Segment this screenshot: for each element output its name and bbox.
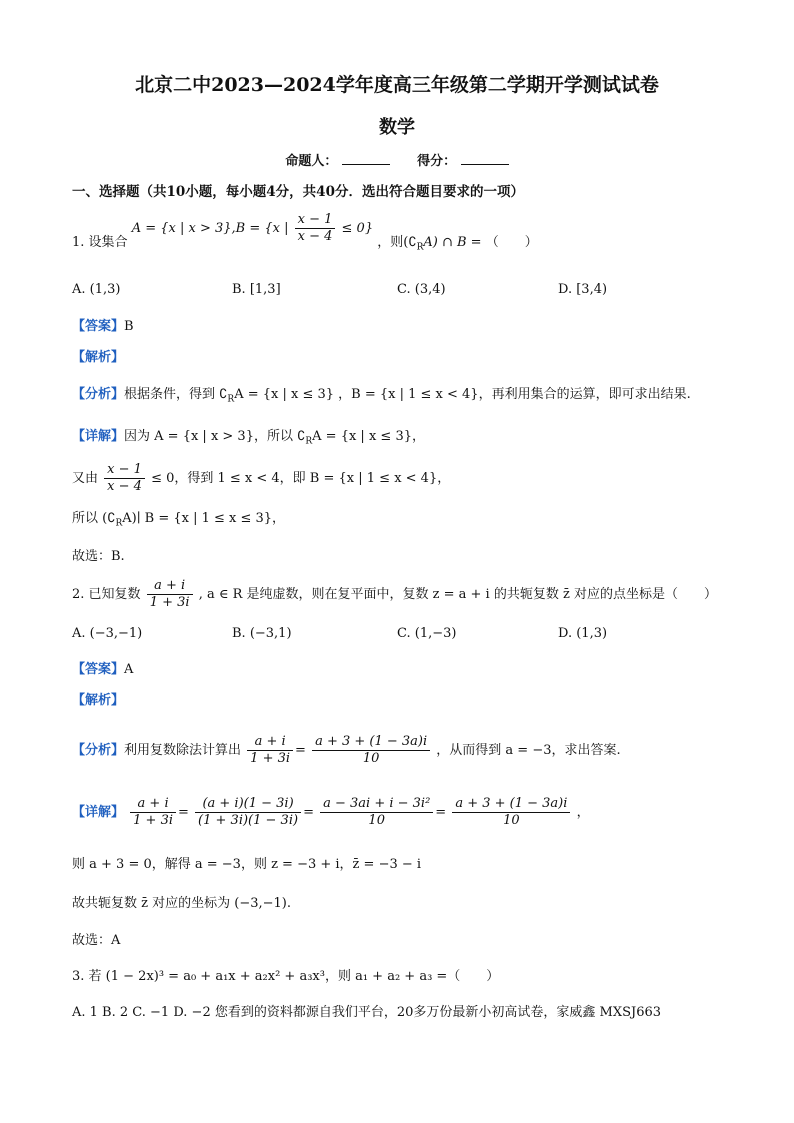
- q2-option-a: A. (−3,−1): [72, 626, 143, 641]
- q1-answer: 【答案】B: [72, 319, 134, 334]
- exam-meta: [0, 150, 794, 169]
- q3-stem: 3. 若 (1 − 2x)³ = a₀ + a₁x + a₂x² + a₃x³，则 a₁ + a₂ + a₃ =（ ）: [72, 969, 500, 984]
- q1-option-a: A. (1,3): [72, 282, 121, 297]
- q1-option-c: C. (3,4): [397, 282, 446, 297]
- q2-detail-3: 故共轭复数 z̄ 对应的坐标为 (−3,−1).: [72, 896, 291, 911]
- q2-stem: 2. 已知复数 $\frac{a + i}{1 + 3i}$ , a ∈ R 是纯虚数，则在复平面中，复数 z = a + i 的共轭复数 z̄ 对应的点坐标是（ ）: [72, 578, 717, 610]
- q2-conclusion: 故选：A: [72, 933, 121, 948]
- q1-stem: 1. 设集合 A = {x | x > 3},B = {x | $\frac{x - 1}{x - 4}$ ≤ 0} ，则$(∁_RA)$ ∩ B = （ ）: [72, 212, 538, 253]
- q2-fenxi: 【分析】利用复数除法计算出 $\frac{a + i}{1 + 3i}$ = $\frac{a + 3 + (1 - 3a)i}{10}$ ，从而得到 a = −3，求出答案.: [72, 734, 621, 766]
- watermark-text: 您看到的资料都源自我们平台，20多万份最新小初高试卷，家威鑫 MXSJ663: [214, 1005, 662, 1020]
- q2-answer: 【答案】A: [72, 662, 134, 677]
- score-blank: [461, 152, 509, 165]
- exam-subject: 数学: [379, 117, 415, 138]
- q1-detail-3: 所以 $(∁_RA)∣$ B = {x | 1 ≤ x ≤ 3}，: [72, 511, 286, 529]
- author-blank: [342, 152, 390, 165]
- exam-title: 北京二中2023—2024学年度高三年级第二学期开学测试试卷: [135, 74, 659, 96]
- q1-option-d: D. [3,4): [558, 282, 608, 297]
- section-heading: 一、选择题（共10小题，每小题4分，共40分．选出符合题目要求的一项）: [72, 184, 524, 200]
- score-label: 得分：: [417, 154, 457, 169]
- q1-detail-2: 又由 $\frac{x - 1}{x - 4}$ ≤ 0，得到 1 ≤ x < 4，即 B = {x | 1 ≤ x < 4}，: [72, 462, 451, 494]
- q2-option-c: C. (1,−3): [397, 626, 457, 641]
- q1-analysis-tag: 【解析】: [72, 350, 125, 365]
- q1-option-b: B. [1,3]: [232, 282, 281, 297]
- q1-fenxi: 【分析】根据条件，得到 $∁_RA = \{x$ | x ≤ 3} ，B = {x | 1 ≤ x < 4}，再利用集合的运算，即可求出结果.: [72, 387, 691, 405]
- q2-detail-2: 则 a + 3 = 0，解得 a = −3，则 z = −3 + i，z̄ = −3 − i: [72, 857, 422, 872]
- q2-analysis-tag: 【解析】: [72, 693, 125, 708]
- q2-detail: 【详解】 $\frac{a + i}{1 + 3i}$ = $\frac{(a + i)(1 - 3i)}{(1 + 3i)(1 - 3i)}$ = $\frac{\text{a − 3ai + i − 3i²}}{10}$ = $\frac{a + 3 + (1 - 3a)i}{10}$ ，: [72, 796, 590, 828]
- q1-conclusion: 故选：B.: [72, 549, 125, 564]
- q2-option-d: D. (1,3): [558, 626, 608, 641]
- author-label: 命题人：: [285, 154, 338, 169]
- q3-options: A. 1 B. 2 C. −1 D. −2 您看到的资料都源自我们平台，20多万份最新小初高试卷，家威鑫 MXSJ663: [72, 1005, 662, 1020]
- q2-option-b: B. (−3,1): [232, 626, 292, 641]
- q1-detail-1: 【详解】因为 A = {x | x > 3}，所以 $∁_RA = \{x$ | x ≤ 3}，: [72, 429, 425, 447]
